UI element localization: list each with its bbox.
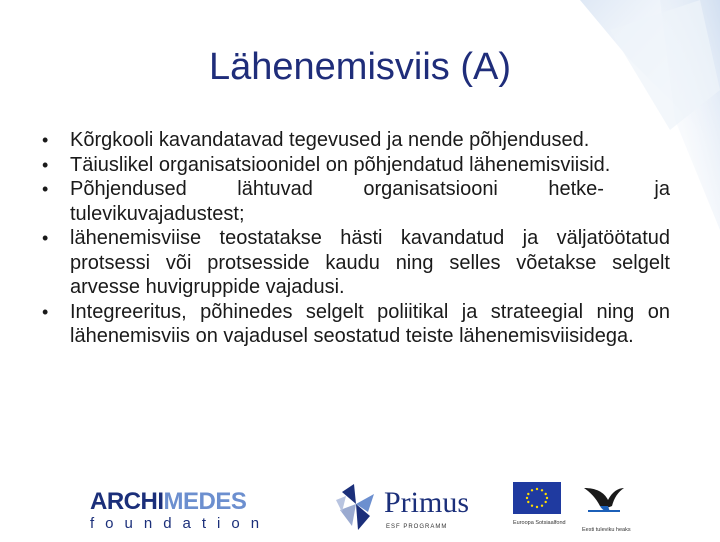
bullet-item bbox=[40, 226, 670, 300]
archimedes-name-light: MEDES bbox=[163, 488, 247, 515]
primus-logo bbox=[330, 480, 475, 538]
archimedes-wordmark bbox=[90, 490, 305, 514]
estonia-caption: Eesti tuleviku heaks bbox=[582, 527, 631, 533]
slide-title: Lähenemisviis (A) bbox=[209, 46, 511, 88]
eu-caption: Euroopa Sotsiaalfond bbox=[513, 520, 566, 526]
archimedes-name-dark: ARCHI bbox=[90, 488, 164, 515]
eu-logo bbox=[513, 482, 566, 542]
bullet-marker: • bbox=[42, 154, 49, 175]
bullet-marker: • bbox=[42, 130, 49, 150]
archimedes-logo bbox=[90, 490, 305, 534]
estonia-logo bbox=[582, 482, 630, 542]
eu-flag-icon bbox=[513, 482, 561, 514]
bullet-list bbox=[40, 128, 670, 349]
bullet-item bbox=[40, 128, 670, 153]
archimedes-subtitle: foundation bbox=[90, 515, 271, 532]
bullet-marker: • bbox=[42, 179, 49, 199]
bullet-text: Kõrgkooli kavandatavad tegevused ja nende põhjendused. bbox=[70, 129, 590, 151]
bullet-text: lähenemisviise teostatakse hästi kavandatud ja väljatöötatud protsessi või protsesside kaudu ning selles võetakse selgelt arvesse huvigruppide vajadusi. bbox=[70, 227, 670, 298]
bullet-text: Integreeritus, põhinedes selgelt poliitikal ja strateegial ning on lähenemisviis on vajadusel seostatud teiste lähenemisviisidega. bbox=[70, 300, 670, 347]
bullet-item bbox=[40, 300, 670, 349]
bullet-marker: • bbox=[42, 228, 49, 248]
primus-subtitle: ESF PROGRAMM bbox=[386, 524, 448, 530]
bullet-item bbox=[40, 153, 670, 178]
footer-logos bbox=[0, 470, 720, 540]
primus-name: Primus bbox=[384, 486, 470, 519]
bullet-text: Põhjendused lähtuvad organisatsiooni hetke- ja tulevikuvajadustest; bbox=[70, 178, 670, 225]
primus-emblem-icon bbox=[334, 482, 382, 532]
bullet-item bbox=[40, 177, 670, 226]
swallow-emblem-icon bbox=[582, 482, 626, 516]
bullet-marker: • bbox=[42, 301, 49, 322]
bullet-text: Täiuslikel organisatsioonidel on põhjendatud lähenemisviisid. bbox=[70, 153, 611, 176]
